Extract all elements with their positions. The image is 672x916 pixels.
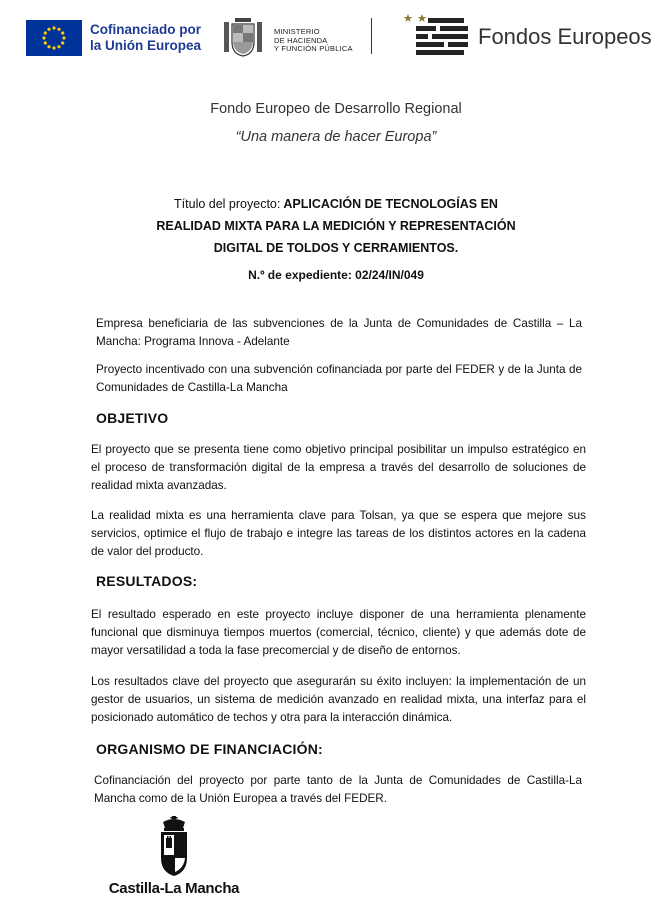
- empresa-beneficiaria-text: Empresa beneficiaria de las subvenciones de la Junta de Comunidades de Castilla – La Mancha: Programa Innova - Adelante: [96, 317, 582, 348]
- objetivo-heading: OBJETIVO: [96, 410, 169, 426]
- header-logos: [0, 0, 672, 70]
- lema: “Una manera de hacer Europa”: [235, 129, 437, 145]
- resultados-paragraph-1: El resultado esperado en este proyecto incluye disponer de una herramienta plenamente funcional que disminuya tiempos muertos (comercial, técnico, cliente) y que además dote de mayor versatilidad a toda la fase precomercial y de diseño de entornos.: [91, 608, 586, 657]
- ministerio-line3: Y FUNCIÓN PÚBLICA: [274, 44, 353, 53]
- organismo-heading: ORGANISMO DE FINANCIACIÓN:: [96, 741, 323, 757]
- eu-cofinanciado-label: [90, 22, 201, 54]
- coat-of-arms-icon: [222, 14, 264, 58]
- resultados-heading: RESULTADOS:: [96, 573, 198, 589]
- project-title-label: Título del proyecto:: [174, 197, 281, 211]
- fondos-europeos-mark-icon: [402, 12, 472, 56]
- project-title-line1: APLICACIÓN DE TECNOLOGÍAS EN: [283, 197, 498, 211]
- castilla-la-mancha-label: Castilla-La Mancha: [108, 880, 240, 897]
- project-title: [0, 193, 672, 259]
- resultados-paragraph-2: Los resultados clave del proyecto que asegurarán su éxito incluyen: la implementación de un gestor de usuarios, un sistema de medición avanzado en realidad mixta, una interfaz para el posicionado automático de techos y otra para la interacción dinámica.: [91, 675, 586, 724]
- ministerio-line2: DE HACIENDA: [274, 35, 328, 45]
- objetivo-paragraph-1: El proyecto que se presenta tiene como objetivo principal posibilitar un impulso estratégico en el proceso de transformación digital de la empresa a través del desarrollo de soluciones de realidad mixta avanzadas.: [91, 443, 586, 492]
- eu-label-line2: la Unión Europea: [90, 38, 202, 53]
- project-title-line2: REALIDAD MIXTA PARA LA MEDICIÓN Y REPRESENTACIÓN: [156, 219, 516, 233]
- objetivo-paragraph-2: La realidad mixta es una herramienta clave para Tolsan, ya que se espera que mejore sus servicios, optimice el flujo de trabajo e integre las tareas de los distintos actores en la cadena de valor del producto.: [91, 509, 586, 558]
- ministerio-logo: [222, 14, 372, 60]
- fondo-title: Fondo Europeo de Desarrollo Regional: [210, 101, 462, 117]
- fondos-europeos-label: Fondos Europeos: [478, 24, 652, 49]
- proyecto-incentivado-text: Proyecto incentivado con una subvención cofinanciada por parte del FEDER y de la Junta de Comunidades de Castilla-La Mancha: [96, 363, 582, 394]
- fondos-europeos-logo: [402, 12, 652, 56]
- project-title-line3: DIGITAL DE TOLDOS Y CERRAMIENTOS.: [213, 241, 459, 255]
- eu-flag-icon: [26, 20, 82, 56]
- expediente-number: N.º de expediente: 02/24/IN/049: [248, 268, 424, 282]
- ministerio-label: [274, 28, 353, 54]
- castilla-la-mancha-logo: [108, 816, 240, 906]
- organismo-paragraph: Cofinanciación del proyecto por parte tanto de la Junta de Comunidades de Castilla-La Mancha como de la Unión Europea a través del FEDER.: [94, 774, 582, 805]
- ministerio-line1: MINISTERIO: [274, 27, 320, 36]
- header-divider: [371, 18, 372, 54]
- eu-label-line1: Cofinanciado por: [90, 22, 201, 37]
- castilla-la-mancha-shield-icon: [156, 816, 192, 878]
